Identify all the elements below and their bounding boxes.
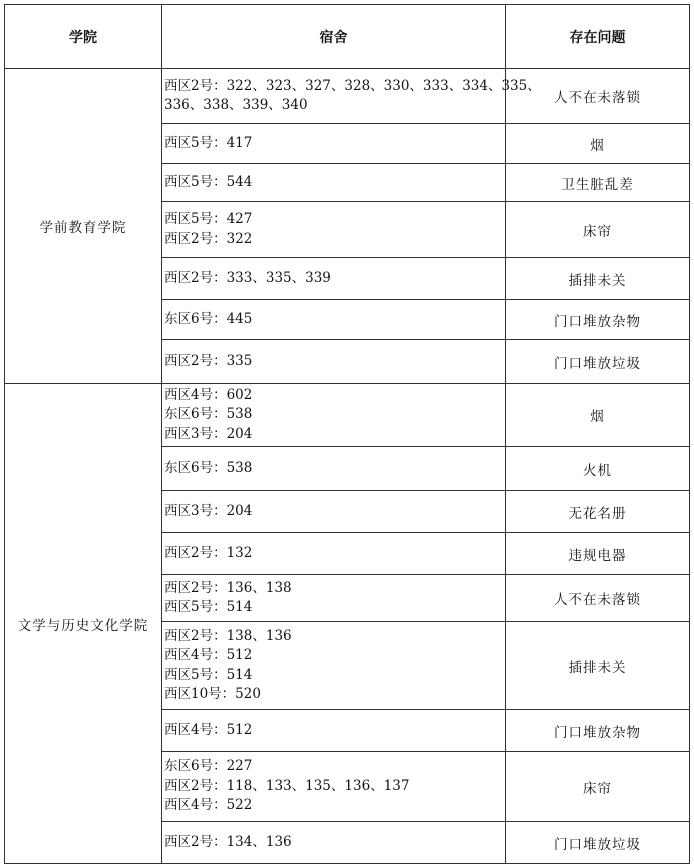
dorm-line: 西区2号：132 <box>164 544 253 561</box>
dorm-line: 西区5号：514 <box>164 599 253 615</box>
table-row <box>5 384 690 447</box>
issue-cell: 人不在未落锁 <box>506 69 690 124</box>
dorm-line: 西区4号：602 <box>164 386 253 403</box>
dorm-line: 西区2号：134、136 <box>164 833 292 850</box>
table-row <box>5 69 690 124</box>
issue-cell: 烟 <box>506 384 690 447</box>
dorm-line: 东区6号：538 <box>164 459 253 476</box>
dorm-line: 西区2号：322 <box>164 230 253 247</box>
dorm-cell <box>162 447 506 491</box>
dorm-cell <box>162 164 506 202</box>
header-issue: 存在问题 <box>506 5 690 69</box>
dorm-cell <box>162 384 506 447</box>
dorm-line: 东区6号：538 <box>164 406 253 423</box>
dorm-cell <box>162 124 506 164</box>
issue-cell: 人不在未落锁 <box>506 575 690 622</box>
dorm-cell <box>162 822 506 864</box>
issue-cell: 床帘 <box>506 202 690 258</box>
issue-cell: 门口堆放垃圾 <box>506 340 690 384</box>
dorm-line: 西区4号：512 <box>164 721 253 738</box>
dorm-line: 336、338、339、340 <box>164 97 308 113</box>
dorm-cell <box>162 710 506 752</box>
dorm-cell <box>162 300 506 340</box>
dorm-cell <box>162 69 541 124</box>
dorm-line: 东区6号：227 <box>164 758 253 775</box>
dorm-cell <box>162 752 506 822</box>
dorm-line: 西区4号：512 <box>164 647 253 663</box>
header-row <box>5 5 690 69</box>
issue-cell: 插排未关 <box>506 622 690 710</box>
issue-cell: 无花名册 <box>506 491 690 533</box>
issue-cell: 门口堆放垃圾 <box>506 822 690 864</box>
dorm-line: 西区2号：136、138 <box>164 579 292 596</box>
header-college: 学院 <box>5 5 162 69</box>
dorm-line: 西区5号：417 <box>164 134 253 151</box>
dorm-line: 西区3号：204 <box>164 425 253 442</box>
header-dorm: 宿舍 <box>162 5 506 69</box>
issue-cell: 门口堆放杂物 <box>506 710 690 752</box>
issue-cell: 插排未关 <box>506 258 690 300</box>
dorm-cell <box>162 533 506 575</box>
dorm-line: 西区5号：544 <box>164 173 253 190</box>
dorm-cell <box>162 202 506 258</box>
college-cell: 学前教育学院 <box>5 69 162 384</box>
issue-cell: 门口堆放杂物 <box>506 300 690 340</box>
dorm-line: 西区2号：322、323、327、328、330、333、334、335、 <box>164 77 541 94</box>
dorm-cell <box>162 575 506 622</box>
issue-cell: 火机 <box>506 447 690 491</box>
dorm-line: 西区10号：520 <box>164 686 261 702</box>
dorm-line: 西区2号：118、133、135、136、137 <box>164 777 410 794</box>
table-body <box>5 69 690 864</box>
dorm-inspection-table <box>4 4 690 864</box>
dorm-cell <box>162 258 506 300</box>
issue-cell: 违规电器 <box>506 533 690 575</box>
issue-cell: 床帘 <box>506 752 690 822</box>
dorm-line: 西区5号：427 <box>164 211 253 227</box>
college-cell: 文学与历史文化学院 <box>5 384 162 864</box>
dorm-cell <box>162 340 506 384</box>
issue-cell: 烟 <box>506 124 690 164</box>
inspection-table-container <box>4 4 689 864</box>
dorm-cell <box>162 491 506 533</box>
dorm-line: 西区5号：514 <box>164 666 253 683</box>
dorm-line: 东区6号：445 <box>164 310 253 327</box>
dorm-cell <box>162 622 506 710</box>
dorm-line: 西区2号：333、335、339 <box>164 269 331 286</box>
dorm-line: 西区4号：522 <box>164 797 253 814</box>
issue-cell: 卫生脏乱差 <box>506 164 690 202</box>
dorm-line: 西区2号：335 <box>164 352 253 369</box>
dorm-line: 西区2号：138、136 <box>164 627 292 644</box>
dorm-line: 西区3号：204 <box>164 502 253 519</box>
